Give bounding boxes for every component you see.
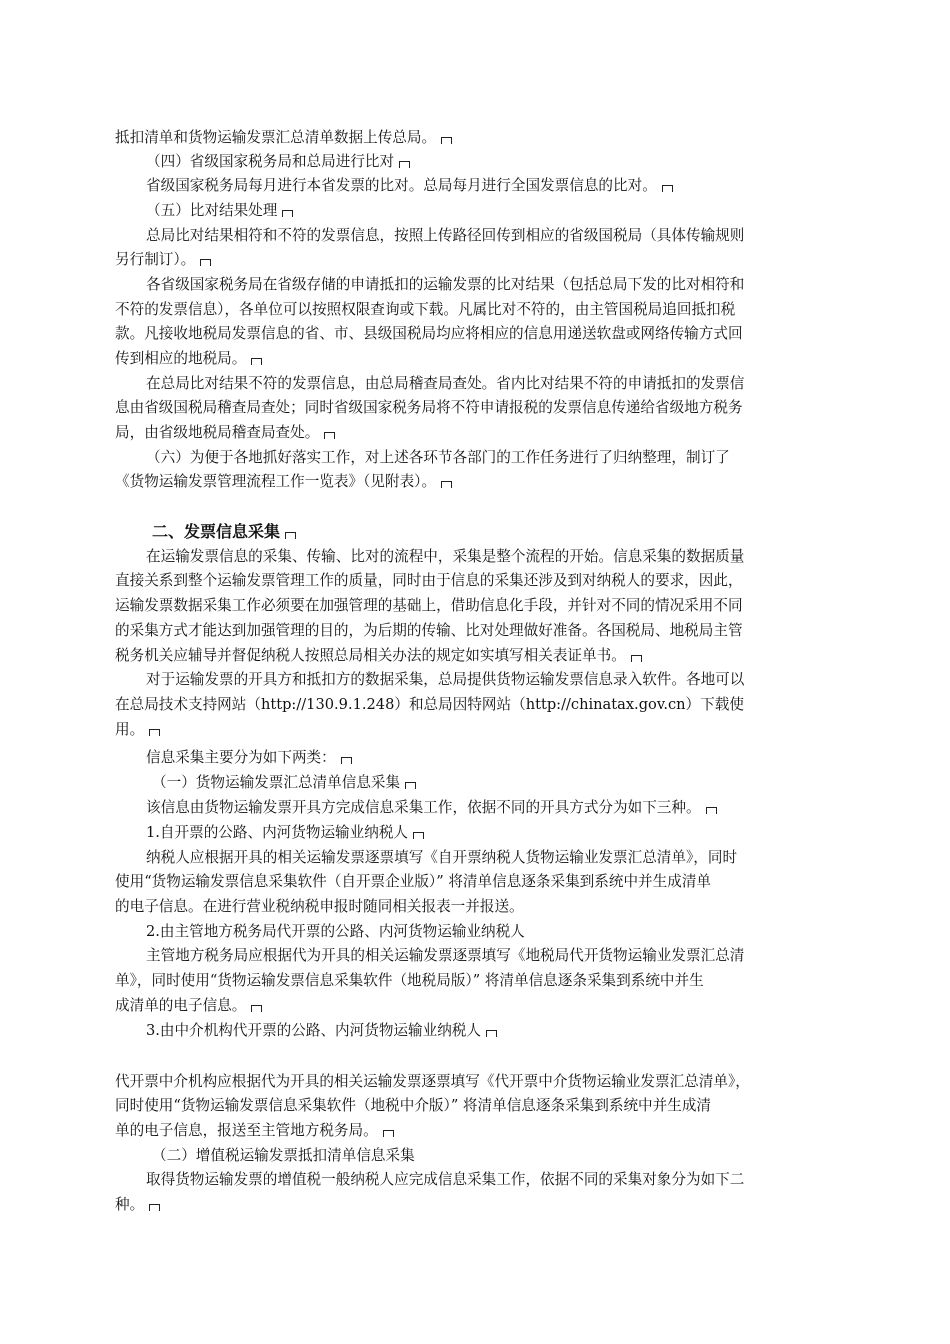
text-line: 抵扣清单和货物运输发票汇总清单数据上传总局。 (115, 126, 840, 150)
paragraph-mark-icon (341, 757, 352, 764)
paragraph-mark-icon (441, 137, 452, 144)
text-line: 3.由中介机构代开票的公路、内河货物运输业纳税人 (146, 1019, 840, 1043)
text-line: 使用“货物运输发票信息采集软件（自开票企业版）” 将清单信息逐条采集到系统中并生成清单 (115, 873, 712, 890)
text-line: 1.自开票的公路、内河货物运输业纳税人 (146, 821, 840, 845)
text-line: 在总局技术支持网站（http://130.9.1.248）和总局因特网站（http://chinatax.gov.cn）下载使 (115, 696, 744, 713)
paragraph-mark-icon (399, 161, 410, 168)
paragraph-mark-icon (413, 832, 424, 839)
text-line: 局，由省级地税局稽查局查处。 (115, 421, 840, 445)
paragraph-mark-icon (405, 782, 416, 789)
text-line: 息由省级国税局稽查局查处；同时省级国家税务局将不符申请报税的发票信息传递给省级地方税务 (115, 399, 743, 416)
text-line: （五）比对结果处理 (146, 199, 840, 223)
paragraph-mark-icon (282, 210, 293, 217)
section-heading: 二、发票信息采集 (152, 520, 877, 544)
paragraph-mark-icon (662, 185, 673, 192)
paragraph-mark-icon (486, 1030, 497, 1037)
text-line: （六）为便于各地抓好落实工作，对上述各环节各部门的工作任务进行了归纳整理，制订了 (146, 449, 730, 466)
paragraph-mark-icon (149, 729, 160, 736)
text-line: 直接关系到整个运输发票管理工作的质量，同时由于信息的采集还涉及到对纳税人的要求，因此， (115, 572, 743, 589)
paragraph-mark-icon (200, 259, 211, 266)
text-line: 各省级国家税务局在省级存储的申请抵扣的运输发票的比对结果（包括总局下发的比对相符和 (146, 276, 745, 293)
text-line: （二）增值税运输发票抵扣清单信息采集 (152, 1147, 415, 1164)
paragraph-mark-icon (383, 1130, 394, 1137)
text-line: 的采集方式才能达到加强管理的目的，为后期的传输、比对处理做好准备。各国税局、地税局主管 (115, 622, 743, 639)
text-line: 《货物运输发票管理流程工作一览表》（见附表）。 (115, 470, 840, 494)
text-line: 成清单的电子信息。 (115, 994, 840, 1018)
text-line: 主管地方税务局应根据代为开具的相关运输发票逐票填写《地税局代开货物运输业发票汇总清 (146, 947, 745, 964)
text-line: 不符的发票信息），各单位可以按照权限查询或下载。凡属比对不符的，由主管国税局追回抵扣税 (115, 301, 736, 318)
paragraph-mark-icon (706, 807, 717, 814)
text-line: 纳税人应根据开具的相关运输发票逐票填写《自开票纳税人货物运输业发票汇总清单》，同时 (146, 849, 738, 866)
text-line: 代开票中介机构应根据代为开具的相关运输发票逐票填写《代开票中介货物运输业发票汇总清单》， (115, 1073, 750, 1090)
paragraph-mark-icon (324, 432, 335, 439)
text-line: 在总局比对结果不符的发票信息，由总局稽查局查处。省内比对结果不符的申请抵扣的发票信 (146, 375, 745, 392)
text-line: 对于运输发票的开具方和抵扣方的数据采集，总局提供货物运输发票信息录入软件。各地可以 (146, 671, 745, 688)
paragraph-mark-icon (285, 532, 296, 539)
text-line: 款。凡接收地税局发票信息的省、市、县级国税局均应将相应的信息用递送软盘或网络传输方式回 (115, 325, 743, 342)
text-line: 传到相应的地税局。 (115, 347, 840, 371)
text-line: 取得货物运输发票的增值税一般纳税人应完成信息采集工作，依据不同的采集对象分为如下二 (146, 1171, 745, 1188)
paragraph-mark-icon (149, 1204, 160, 1211)
text-line: 的电子信息。在进行营业税纳税申报时随同相关报表一并报送。 (115, 898, 524, 915)
text-line: 种。 (115, 1193, 840, 1217)
text-line: 单的电子信息，报送至主管地方税务局。 (115, 1119, 840, 1143)
paragraph-mark-icon (631, 655, 642, 662)
text-line: 信息采集主要分为如下两类： (146, 746, 840, 770)
text-line: （一）货物运输发票汇总清单信息采集 (152, 771, 840, 795)
paragraph-mark-icon (251, 1005, 262, 1012)
text-line: 用。 (115, 718, 840, 742)
text-line: 2.由主管地方税务局代开票的公路、内河货物运输业纳税人 (146, 923, 525, 940)
text-line: 运输发票数据采集工作必须要在加强管理的基础上，借助信息化手段，并针对不同的情况采用不同 (115, 597, 743, 614)
text-line: 税务机关应辅导并督促纳税人按照总局相关办法的规定如实填写相关表证单书。 (115, 644, 840, 668)
text-line: 单》，同时使用“货物运输发票信息采集软件（地税局版）” 将清单信息逐条采集到系统中并生 (115, 972, 704, 989)
paragraph-mark-icon (441, 481, 452, 488)
text-line: 该信息由货物运输发票开具方完成信息采集工作，依据不同的开具方式分为如下三种。 (146, 796, 840, 820)
text-line: 同时使用“货物运输发票信息采集软件（地税中介版）” 将清单信息逐条采集到系统中并生成清 (115, 1097, 712, 1114)
text-line: 在运输发票信息的采集、传输、比对的流程中，采集是整个流程的开始。信息采集的数据质量 (146, 548, 745, 565)
text-line: 另行制订）。 (115, 248, 840, 272)
text-line: （四）省级国家税务局和总局进行比对 (146, 150, 840, 174)
text-line: 省级国家税务局每月进行本省发票的比对。总局每月进行全国发票信息的比对。 (146, 174, 840, 198)
paragraph-mark-icon (251, 358, 262, 365)
text-line: 总局比对结果相符和不符的发票信息，按照上传路径回传到相应的省级国税局（具体传输规则 (146, 227, 745, 244)
